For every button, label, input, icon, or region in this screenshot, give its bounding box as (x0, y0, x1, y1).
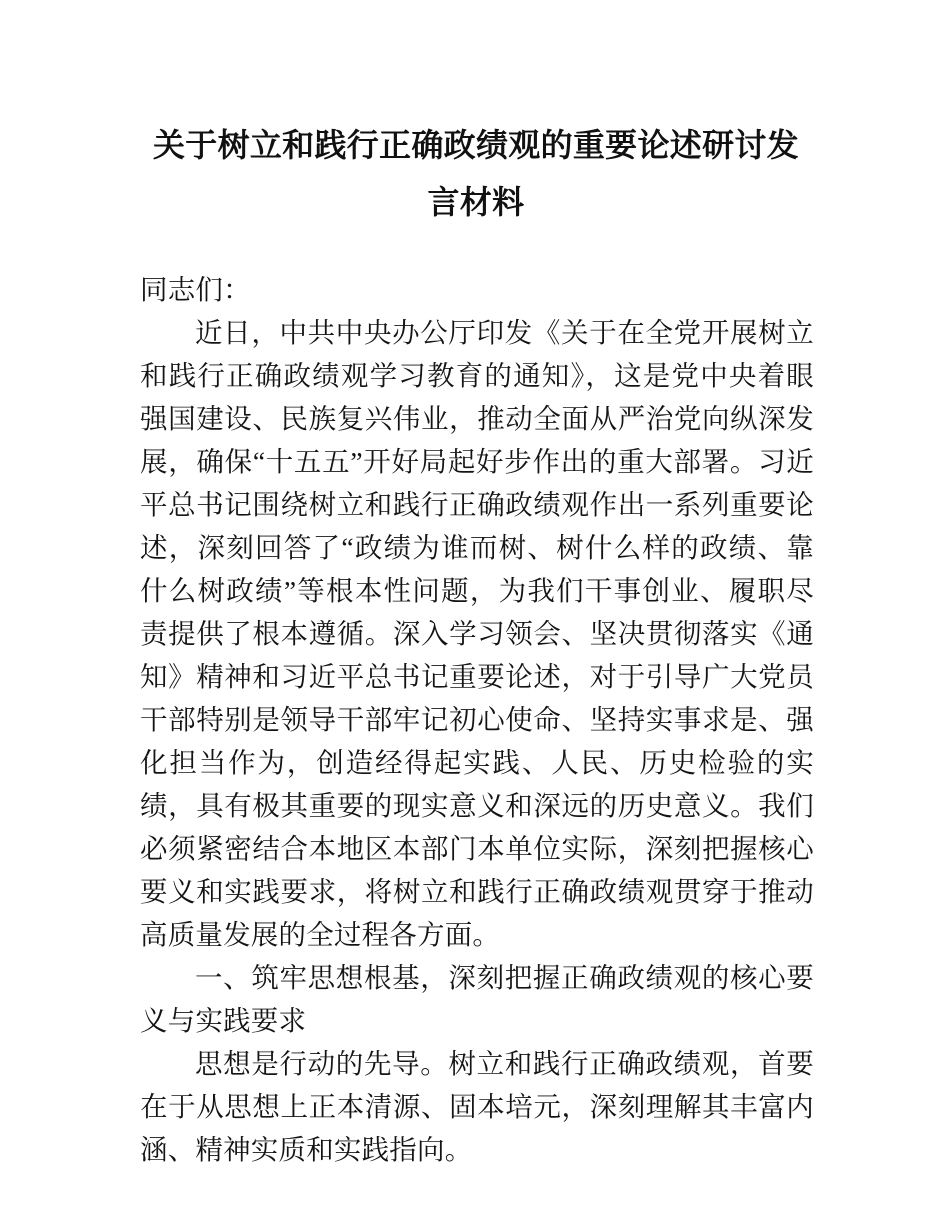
body-paragraph-2: 思想是行动的先导。树立和践行正确政绩观，首要在于从思想上正本清源、固本培元，深刻理解其丰富内涵、精神实质和实践指向。 (140, 1048, 814, 1165)
document-body (140, 268, 814, 1171)
page-title: 关于树立和践行正确政绩观的重要论述研讨发言材料 (152, 127, 799, 221)
body-paragraph-1: 近日，中共中央办公厅印发《关于在全党开展树立和践行正确政绩观学习教育的通知》，这是党中央着眼强国建设、民族复兴伟业，推动全面从严治党向纵深发展，确保“十五五”开好局起好步作出的重大部署。习近平总书记围绕树立和践行正确政绩观作出一系列重要论述，深刻回答了“政绩为谁而树、树什么样的政绩、靠什么树政绩”等根本性问题，为我们干事创业、履职尽责提供了根本遵循。深入学习领会、坚决贯彻落实《通知》精神和习近平总书记重要论述，对于引导广大党员干部特别是领导干部牢记初心使命、坚持实事求是、强化担当作为，创造经得起实践、人民、历史检验的实绩，具有极其重要的现实意义和深远的历史意义。我们必须紧密结合本地区本部门本单位实际，深刻把握核心要义和实践要求，将树立和践行正确政绩观贯穿于推动高质量发展的全过程各方面。 (140, 317, 814, 950)
salutation-line: 同志们： (140, 274, 251, 305)
section-heading-1: 一、筑牢思想根基，深刻把握正确政绩观的核心要义与实践要求 (140, 962, 814, 1036)
